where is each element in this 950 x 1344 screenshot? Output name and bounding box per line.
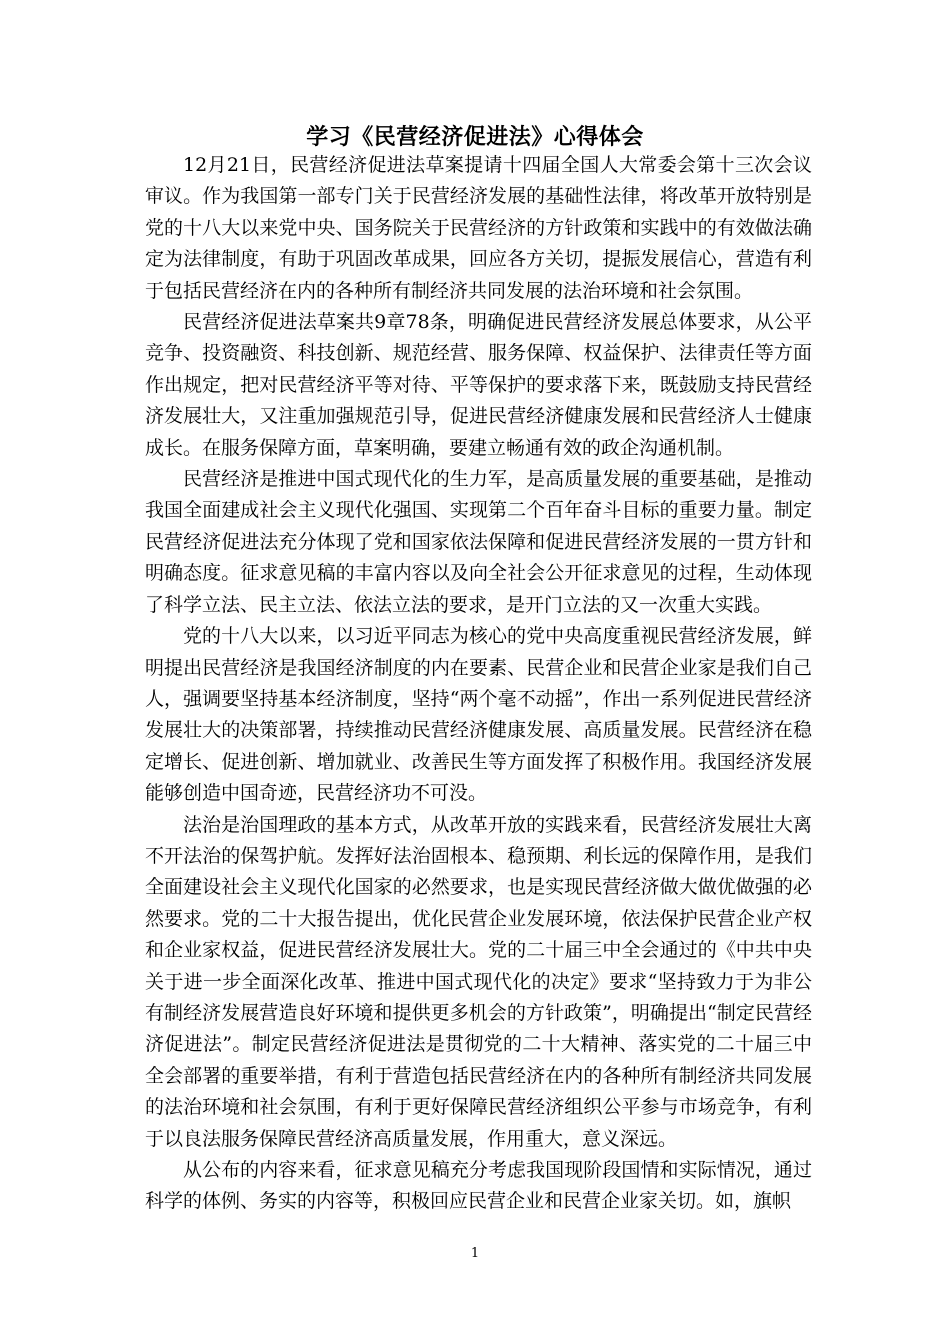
paragraph-2: 民营经济促进法草案共9章78条，明确促进民营经济发展总体要求，从公平竞争、投资融资、科技创新、规范经营、服务保障、权益保护、法律责任等方面作出规定，把对民营经济平等对待、平等保护的要求落下来，既鼓励支持民营经济发展壮大，又注重加强规范引导，促进民营经济健康发展和民营经济人士健康成长。在服务保障方面，草案明确，要建立畅通有效的政企沟通机制。 — [145, 311, 812, 459]
page-number: 1 — [470, 1246, 480, 1261]
paragraph-4: 党的十八大以来，以习近平同志为核心的党中央高度重视民营经济发展，鲜明提出民营经济是我国经济制度的内在要素、民营企业和民营企业家是我们自己人，强调要坚持基本经济制度，坚持“两个毫不动摇”，作出一系列促进民营经济发展壮大的决策部署，持续推动民营经济健康发展、高质量发展。民营经济在稳定增长、促进创新、增加就业、改善民生等方面发挥了积极作用。我国经济发展能够创造中国奇迹，民营经济功不可没。 — [145, 625, 812, 805]
paragraph-3: 民营经济是推进中国式现代化的生力军，是高质量发展的重要基础，是推动我国全面建成社会主义现代化强国、实现第二个百年奋斗目标的重要力量。制定民营经济促进法充分体现了党和国家依法保障和促进民营经济发展的一贯方针和明确态度。征求意见稿的丰富内容以及向全社会公开征求意见的过程，生动体现了科学立法、民主立法、依法立法的要求，是开门立法的又一次重大实践。 — [145, 468, 812, 616]
paragraph-5: 法治是治国理政的基本方式，从改革开放的实践来看，民营经济发展壮大离不开法治的保驾护航。发挥好法治固根本、稳预期、利长远的保障作用，是我们全面建设社会主义现代化国家的必然要求，也是实现民营经济做大做优做强的必然要求。党的二十大报告提出，优化民营企业发展环境，依法保护民营企业产权和企业家权益，促进民营经济发展壮大。党的二十届三中全会通过的《中共中央关于进一步全面深化改革、推进中国式现代化的决定》要求“坚持致力于为非公有制经济发展营造良好环境和提供更多机会的方针政策”，明确提出“制定民营经济促进法”。制定民营经济促进法是贯彻党的二十大精神、落实党的二十届三中全会部署的重要举措，有利于营造包括民营经济在内的各种所有制经济共同发展的法治环境和社会氛围，有利于更好保障民营经济组织公平参与市场竞争，有利于以良法服务保障民营经济高质量发展，作用重大，意义深远。 — [145, 813, 812, 1150]
document-title: 学习《民营经济促进法》心得体会 — [306, 124, 644, 150]
document-body — [145, 150, 812, 1218]
paragraph-1: 12月21日，民营经济促进法草案提请十四届全国人大常委会第十三次会议审议。作为我国第一部专门关于民营经济发展的基础性法律，将改革开放特别是党的十八大以来党中央、国务院关于民营经济的方针政策和实践中的有效做法确定为法律制度，有助于巩固改革成果，回应各方关切，提振发展信心，营造有利于包括民营经济在内的各种所有制经济共同发展的法治环境和社会氛围。 — [145, 154, 812, 302]
paragraph-6: 从公布的内容来看，征求意见稿充分考虑我国现阶段国情和实际情况，通过科学的体例、务实的内容等，积极回应民营企业和民营企业家关切。如，旗帜 — [145, 1159, 812, 1213]
